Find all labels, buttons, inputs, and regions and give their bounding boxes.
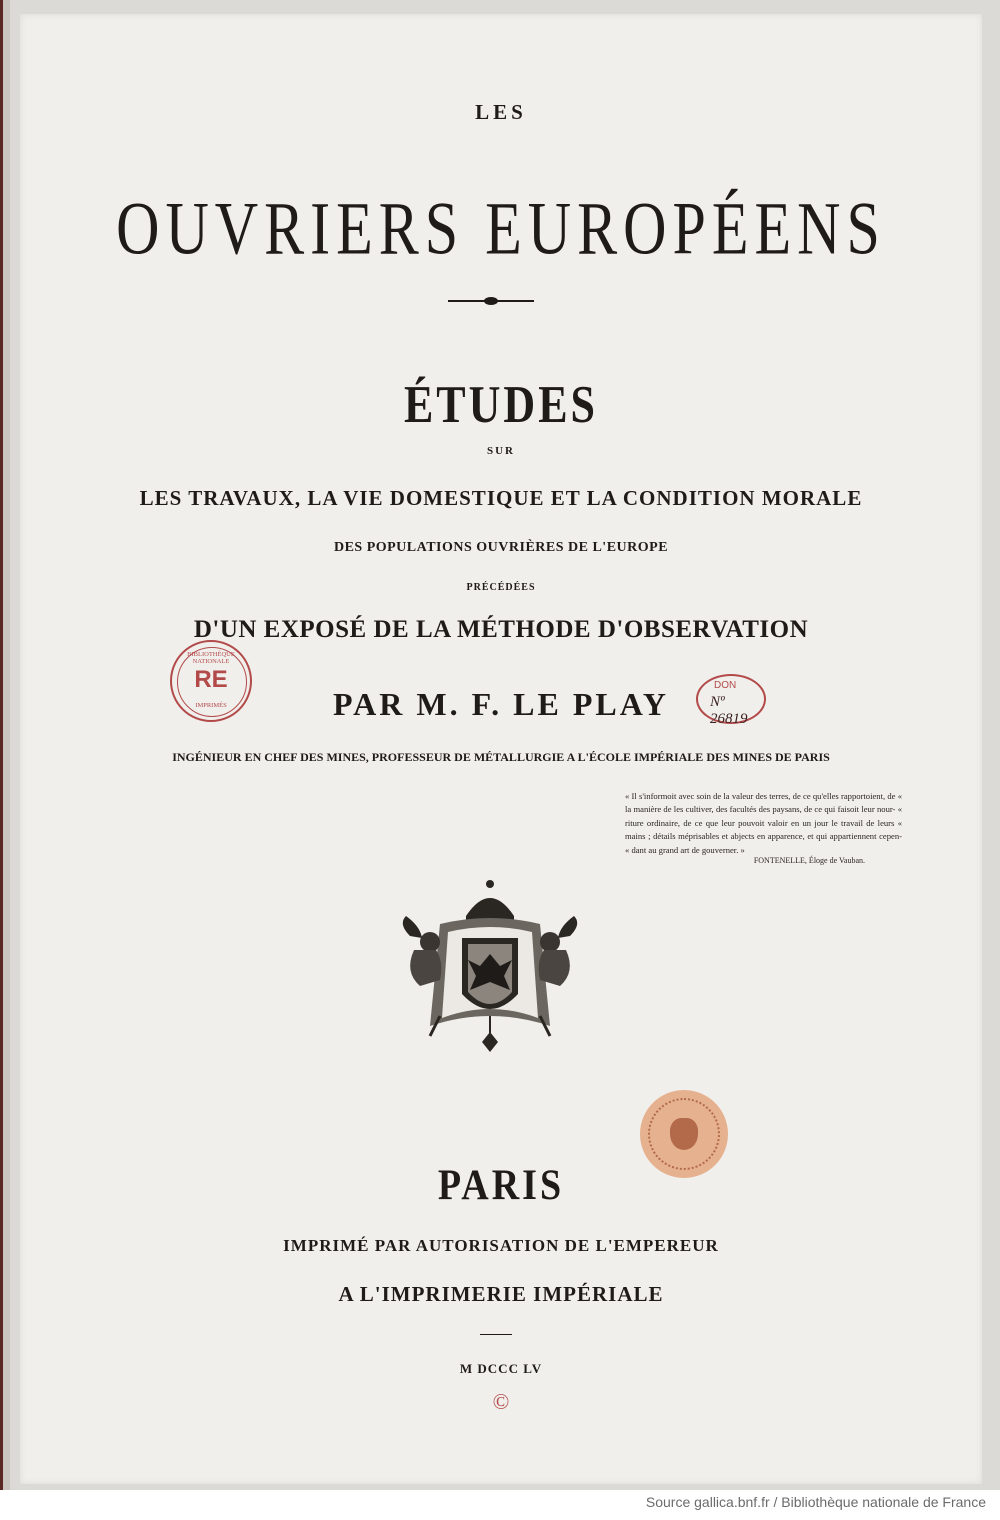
title-etudes: ÉTUDES xyxy=(403,375,599,434)
epigraph-text: « Il s'informoit avec soin de la valeur des terres, de ce qu'elles rapportoient, de « la manière de les cultiver, des facultés des paysans, de ce qui faisoit leur nour- « riture ordinaire, de ce que leur pouvoit valoir en un jour le travail de leurs « mains ; détails méprisables et abjects en apparence, et qui appartiennent cepen- « dant au grand art de gouverner. » xyxy=(625,791,902,855)
library-stamp-bottom-text: IMPRIMÉS xyxy=(195,702,227,709)
epigraph xyxy=(625,790,902,857)
subtitle-populations: DES POPULATIONS OUVRIÈRES DE L'EUROPE xyxy=(333,540,669,555)
donation-stamp xyxy=(696,674,766,727)
imprint-city: PARIS xyxy=(437,1161,565,1210)
imprint-rule xyxy=(480,1334,512,1335)
epigraph-attribution: FONTENELLE, Éloge de Vauban. xyxy=(753,856,865,865)
imperial-coat-of-arms-icon xyxy=(400,876,580,1056)
source-credit: Source gallica.bnf.fr / Bibliothèque nationale de France xyxy=(645,1494,986,1510)
donation-stamp-label: DON xyxy=(714,680,737,691)
main-title: OUVRIERS EUROPÉENS xyxy=(116,187,886,270)
library-stamp xyxy=(170,640,252,722)
library-stamp-top-text: BIBLIOTHÈQUE NATIONALE xyxy=(187,651,235,665)
author-line: PAR M. F. LE PLAY xyxy=(332,686,670,722)
subtitle-methode: D'UN EXPOSÉ DE LA MÉTHODE D'OBSERVATION xyxy=(193,616,809,643)
imprint-printer: A L'IMPRIMERIE IMPÉRIALE xyxy=(338,1282,664,1306)
title-sur: SUR xyxy=(486,445,515,457)
title-precedees: PRÉCÉDÉES xyxy=(466,582,536,593)
donation-stamp-number: Nº 26819 xyxy=(710,694,748,727)
imprint-authorization: IMPRIMÉ PAR AUTORISATION DE L'EMPEREUR xyxy=(283,1236,719,1255)
subtitle-travaux: LES TRAVAUX, LA VIE DOMESTIQUE ET LA CONDITION MORALE xyxy=(139,486,863,510)
imprint-year: M DCCC LV xyxy=(459,1361,543,1376)
copyright-stamp: © xyxy=(492,1389,510,1414)
book-spine-edge xyxy=(0,0,10,1490)
title-les: LES xyxy=(475,100,527,124)
ornamental-rule xyxy=(448,300,534,302)
author-credentials: INGÉNIEUR EN CHEF DES MINES, PROFESSEUR DE MÉTALLURGIE A L'ÉCOLE IMPÉRIALE DES MINES DE PARIS xyxy=(172,750,830,764)
library-stamp-code: RE xyxy=(194,666,228,693)
title-page xyxy=(20,14,982,1484)
